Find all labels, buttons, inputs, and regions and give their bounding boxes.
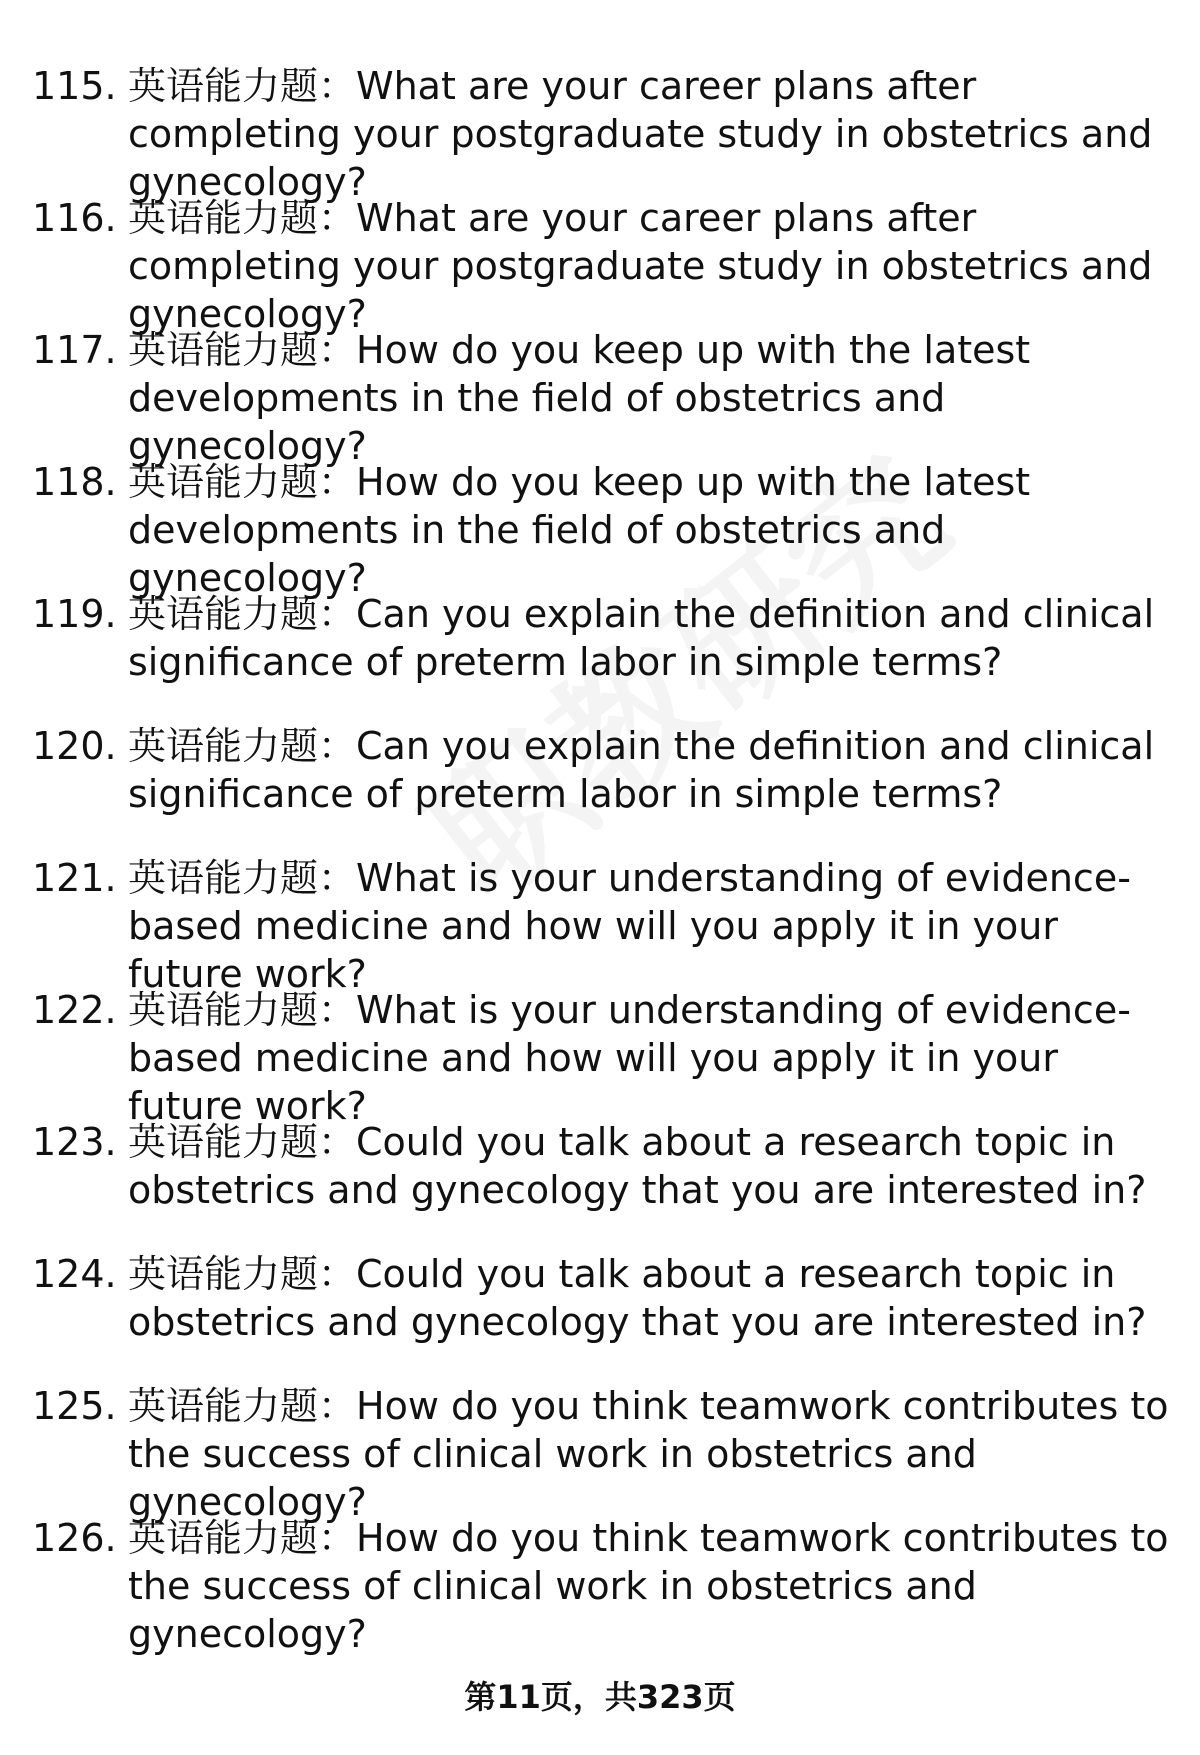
question-number: 118. bbox=[32, 460, 117, 504]
question-tag: 英语能力题： bbox=[128, 1384, 357, 1428]
question-item bbox=[0, 852, 1200, 996]
question-body bbox=[128, 722, 1173, 818]
question-number: 119. bbox=[32, 592, 117, 636]
question-item bbox=[0, 1116, 1200, 1248]
question-item bbox=[0, 984, 1200, 1128]
question-text: How do you think teamwork contributes to the success of clinical work in obstetrics and gynecology? bbox=[128, 1516, 1169, 1656]
question-text: How do you think teamwork contributes to the success of clinical work in obstetrics and gynecology? bbox=[128, 1384, 1169, 1524]
question-text: Can you explain the definition and clinical significance of preterm labor in simple terms? bbox=[128, 592, 1155, 684]
question-body bbox=[128, 1514, 1173, 1658]
question-tag: 英语能力题： bbox=[128, 1516, 357, 1560]
question-body bbox=[128, 458, 1173, 602]
question-item bbox=[0, 1512, 1200, 1656]
question-tag: 英语能力题： bbox=[128, 1120, 357, 1164]
question-item bbox=[0, 60, 1200, 204]
question-item bbox=[0, 192, 1200, 336]
question-number: 126. bbox=[32, 1516, 117, 1560]
question-item bbox=[0, 324, 1200, 468]
question-body bbox=[128, 326, 1173, 470]
question-body bbox=[128, 1382, 1173, 1526]
question-text: How do you keep up with the latest developments in the field of obstetrics and gynecology? bbox=[128, 460, 1031, 600]
question-text: What are your career plans after completing your postgraduate study in obstetrics and gynecology? bbox=[128, 64, 1153, 204]
question-tag: 英语能力题： bbox=[128, 592, 357, 636]
question-item bbox=[0, 1380, 1200, 1524]
question-text: Could you talk about a research topic in obstetrics and gynecology that you are interested in? bbox=[128, 1120, 1147, 1212]
question-tag: 英语能力题： bbox=[128, 196, 357, 240]
question-number: 116. bbox=[32, 196, 117, 240]
question-text: Could you talk about a research topic in obstetrics and gynecology that you are interested in? bbox=[128, 1252, 1147, 1344]
question-body bbox=[128, 854, 1173, 998]
question-number: 117. bbox=[32, 328, 117, 372]
question-body bbox=[128, 1250, 1173, 1346]
question-tag: 英语能力题： bbox=[128, 460, 357, 504]
question-list bbox=[0, 60, 1200, 1656]
question-number: 125. bbox=[32, 1384, 117, 1428]
question-body bbox=[128, 986, 1173, 1130]
page-indicator: 第11页，共323页 bbox=[464, 1678, 736, 1716]
question-body bbox=[128, 590, 1173, 686]
question-tag: 英语能力题： bbox=[128, 1252, 357, 1296]
question-number: 123. bbox=[32, 1120, 117, 1164]
question-number: 121. bbox=[32, 856, 117, 900]
question-text: What are your career plans after completing your postgraduate study in obstetrics and gynecology? bbox=[128, 196, 1153, 336]
question-body bbox=[128, 194, 1173, 338]
question-item bbox=[0, 1248, 1200, 1380]
question-item bbox=[0, 588, 1200, 720]
question-number: 120. bbox=[32, 724, 117, 768]
question-tag: 英语能力题： bbox=[128, 988, 357, 1032]
question-body bbox=[128, 1118, 1173, 1214]
question-text: How do you keep up with the latest developments in the field of obstetrics and gynecology? bbox=[128, 328, 1031, 468]
question-tag: 英语能力题： bbox=[128, 856, 357, 900]
question-text: What is your understanding of evidence-based medicine and how will you apply it in your future work? bbox=[128, 988, 1131, 1128]
question-text: Can you explain the definition and clinical significance of preterm labor in simple terms? bbox=[128, 724, 1155, 816]
question-body bbox=[128, 62, 1173, 206]
question-number: 122. bbox=[32, 988, 117, 1032]
question-tag: 英语能力题： bbox=[128, 64, 357, 108]
question-tag: 英语能力题： bbox=[128, 328, 357, 372]
question-text: What is your understanding of evidence-based medicine and how will you apply it in your future work? bbox=[128, 856, 1131, 996]
question-item bbox=[0, 720, 1200, 852]
question-tag: 英语能力题： bbox=[128, 724, 357, 768]
question-number: 115. bbox=[32, 64, 117, 108]
question-item bbox=[0, 456, 1200, 600]
question-number: 124. bbox=[32, 1252, 117, 1296]
